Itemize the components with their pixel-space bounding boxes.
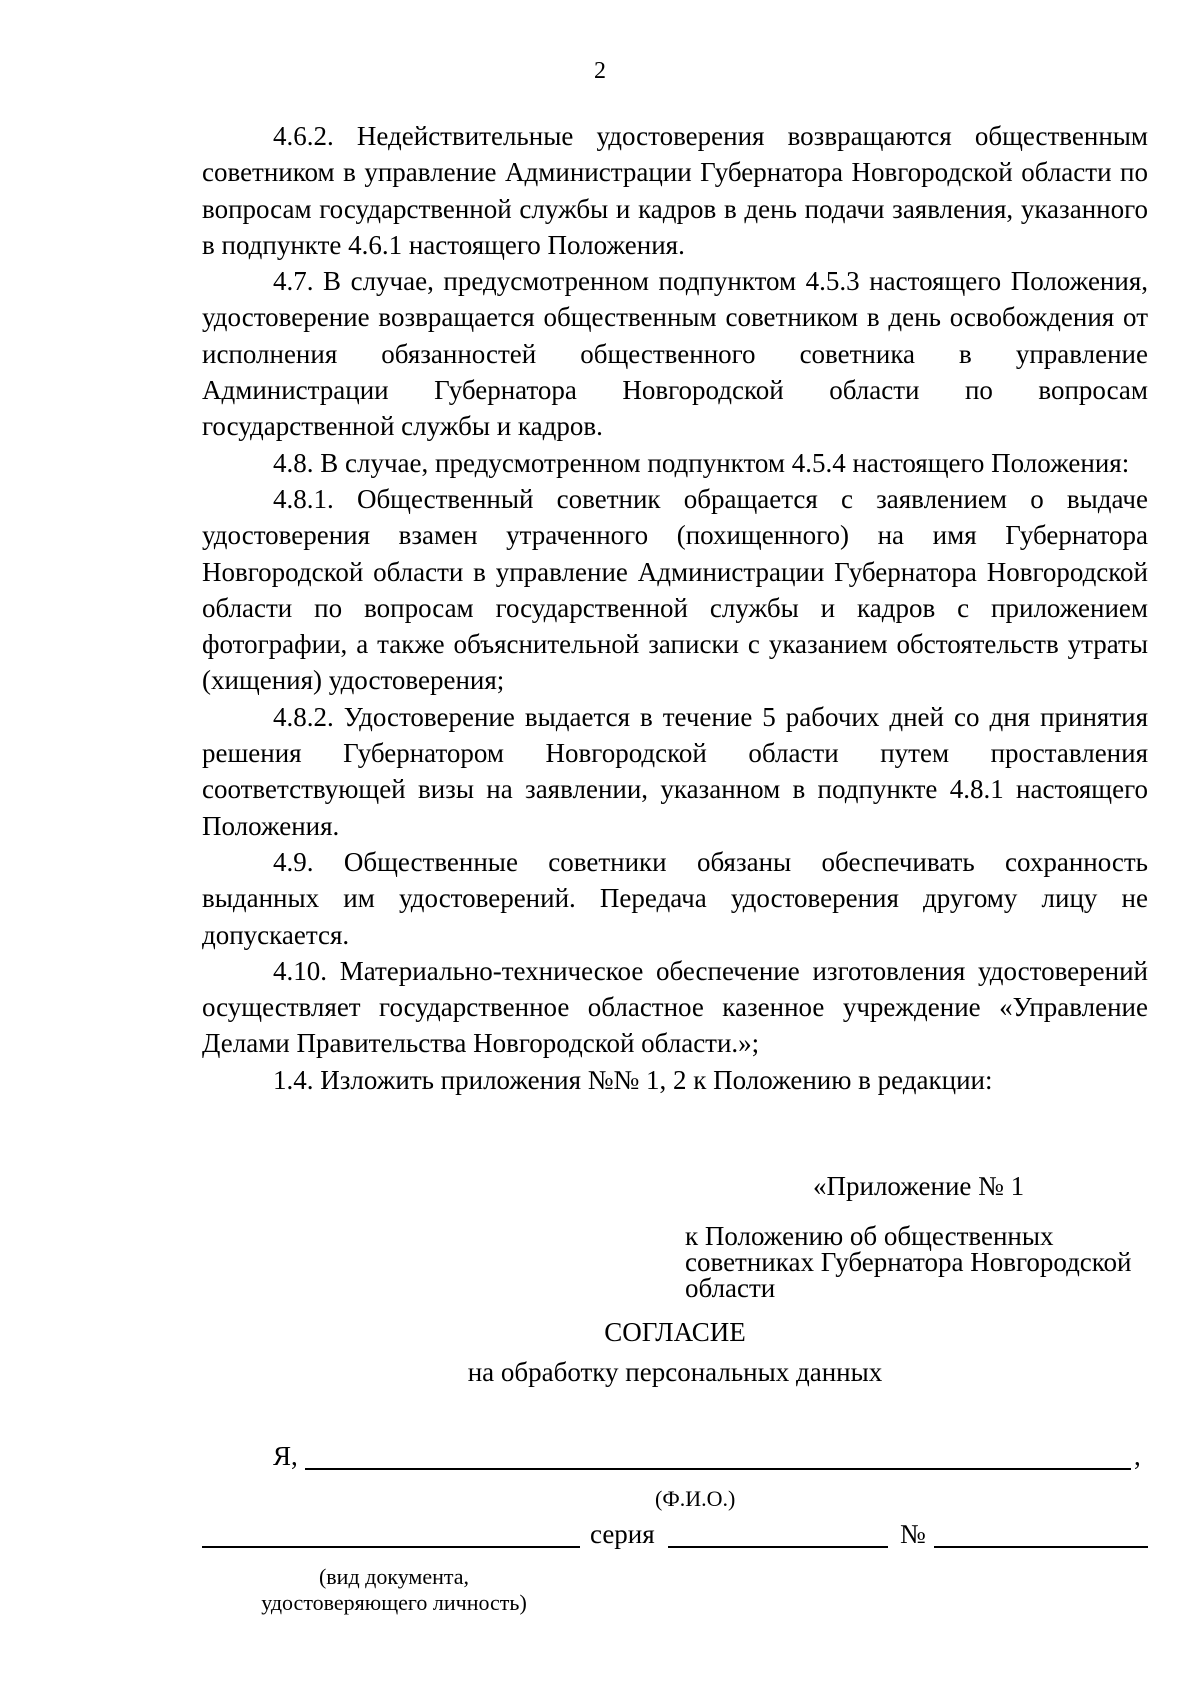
fio-blank-line[interactable] (305, 1468, 1131, 1470)
consent-title: СОГЛАСИЕ (604, 1317, 746, 1347)
appendix-title: «Приложение № 1 (813, 1171, 1025, 1201)
fio-lead: Я, (273, 1441, 298, 1471)
series-blank-line[interactable] (668, 1546, 888, 1548)
appendix-reference (685, 1223, 1155, 1301)
consent-subtitle: на обработку персональных данных (467, 1357, 883, 1387)
paragraph-4-8-2: 4.8.2. Удостоверение выдается в течение 5 рабочих дней со дня принятия решения Губернатором Новгородской области путем проставления соответствующей визы на заявлении, указанном в подпункте 4.8.1 настоящего Положения. (202, 701, 1148, 841)
doc-type-caption (244, 1564, 544, 1616)
doc-caption-line-1: (вид документа, (318, 1564, 470, 1589)
paragraph-4-8-1: 4.8.1. Общественный советник обращается с заявлением о выдаче удостоверения взамен утраченного (похищенного) на имя Губернатора Новгородской области в управление Администрации Губернатора Новгородской области по вопросам государственной службы и кадров с приложением фотографии, а также объяснительной записки с указанием обстоятельств утраты (хищения) удостоверения; (202, 483, 1148, 696)
paragraph-4-8: 4.8. В случае, предусмотренном подпунктом 4.5.4 настоящего Положения: (273, 447, 1130, 478)
document-row (202, 1516, 1148, 1556)
doc-caption-line-2: удостоверяющего личность) (261, 1590, 527, 1615)
appendix-header (685, 1169, 1155, 1301)
doc-type-blank-line[interactable] (202, 1546, 580, 1548)
paragraph-4-10: 4.10. Материально-техническое обеспечение изготовления удостоверений осуществляет государственное областное казенное учреждение «Управление Делами Правительства Новгородской области.»; (202, 955, 1148, 1059)
appendix-line-1: к Положению об общественных (685, 1221, 1054, 1251)
page-number: 2 (594, 58, 606, 84)
number-label: № (900, 1519, 926, 1549)
fio-comma: , (1134, 1441, 1141, 1471)
appendix-line-2: советниках Губернатора Новгородской (685, 1247, 1132, 1277)
paragraph-4-7: 4.7. В случае, предусмотренном подпунктом 4.5.3 настоящего Положения, удостоверение возвращается общественным советником в день освобождения от исполнения обязанностей общественного советника в управление Администрации Губернатора Новгородской области по вопросам государственной службы и кадров. (202, 266, 1148, 442)
fio-row (202, 1438, 1148, 1478)
paragraph-4-6-2: 4.6.2. Недействительные удостоверения возвращаются общественным советником в управление Администрации Губернатора Новгородской области по вопросам государственной службы и кадров в день подачи заявления, указанного в подпункте 4.6.1 настоящего Положения. (202, 121, 1148, 260)
series-label: серия (590, 1519, 655, 1549)
appendix-line-3: области (685, 1273, 776, 1303)
body-text (202, 118, 1148, 1098)
paragraph-1-4: 1.4. Изложить приложения №№ 1, 2 к Положению в редакции: (273, 1064, 993, 1095)
number-blank-line[interactable] (934, 1546, 1148, 1548)
paragraph-4-9: 4.9. Общественные советники обязаны обеспечивать сохранность выданных им удостоверений. Передача удостоверения другому лицу не допускается. (202, 846, 1148, 950)
fio-caption: (Ф.И.О.) (655, 1486, 736, 1511)
